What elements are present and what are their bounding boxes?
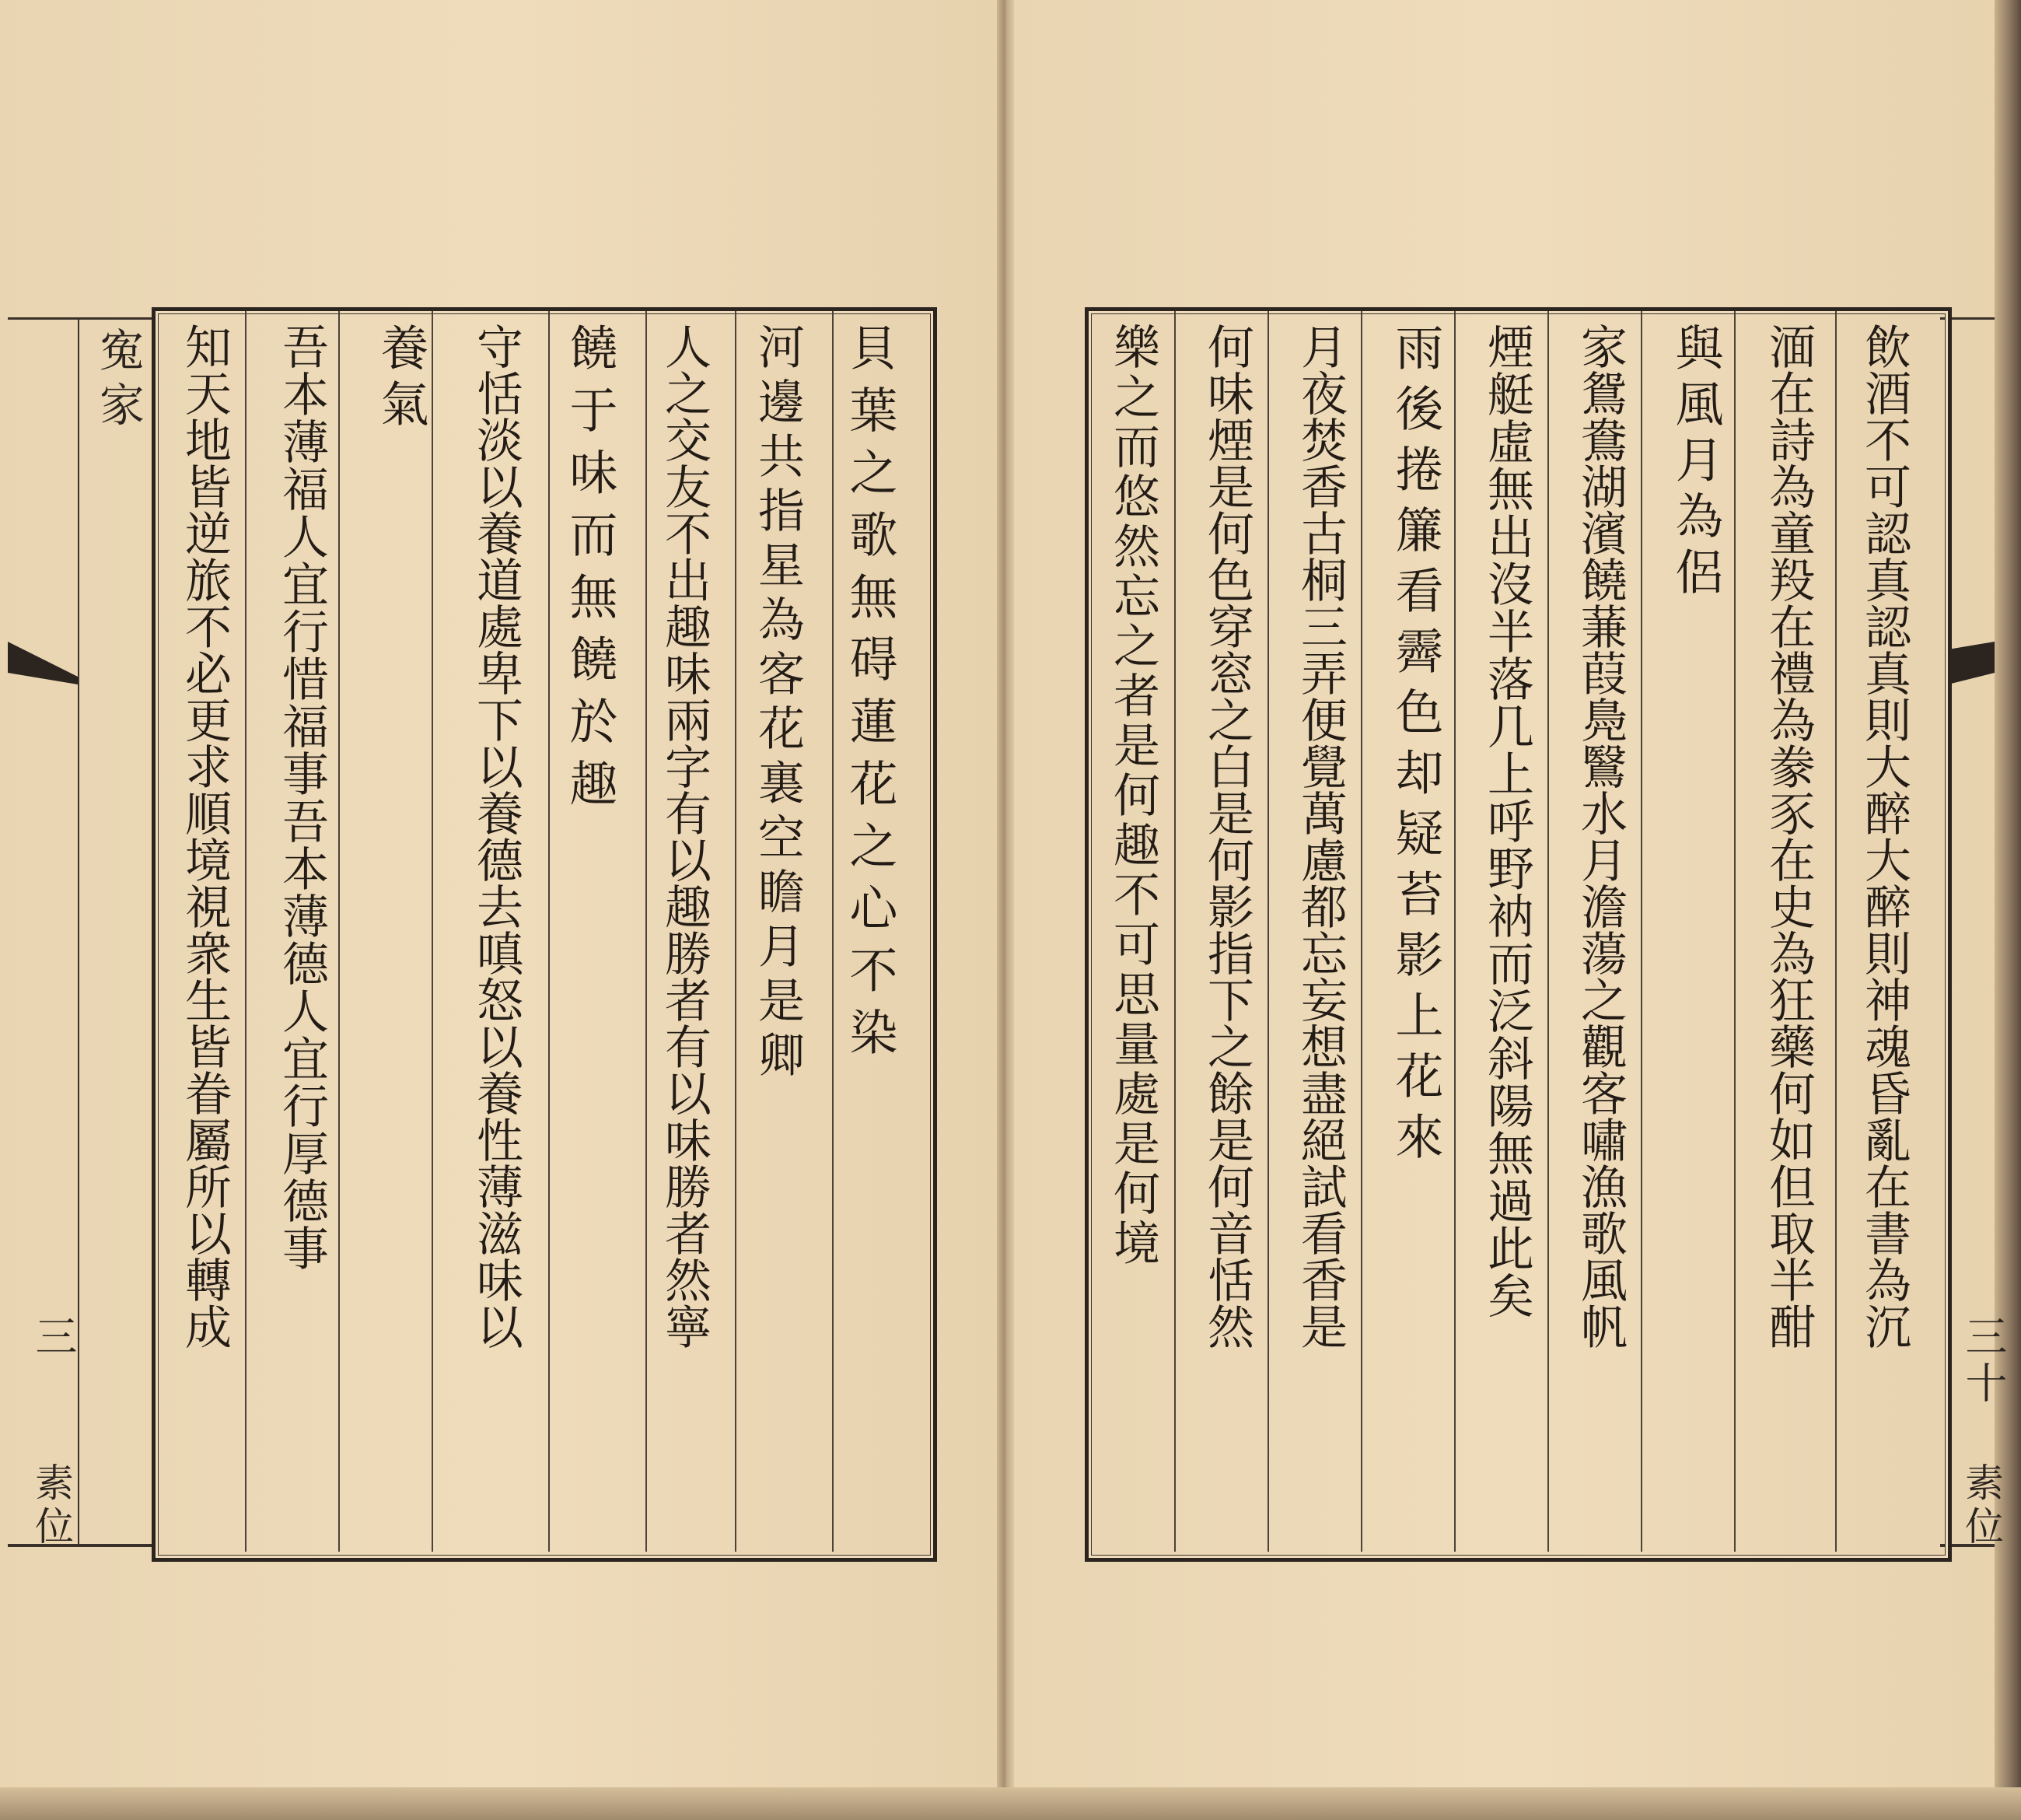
left-column-rule bbox=[645, 311, 647, 1552]
text-column: 樂之而悠然忘之者是何趣不可思量處是何境 bbox=[1106, 323, 1160, 1269]
text-column: 煙艇虛無出沒半落几上呼野衲而泛斜陽無過此矣 bbox=[1480, 323, 1534, 1319]
right-column-rule bbox=[1547, 311, 1549, 1552]
right-column-rule bbox=[1361, 311, 1362, 1552]
left-column-rule bbox=[245, 311, 247, 1552]
left-column-rule bbox=[338, 311, 340, 1552]
left-column-rule bbox=[548, 311, 550, 1552]
text-column: 知天地皆逆旅不必更求順境視衆生皆眷屬所以轉成 bbox=[177, 323, 232, 1349]
left-column-rule bbox=[432, 311, 433, 1552]
right-column-rule bbox=[1734, 311, 1736, 1552]
right-column-rule bbox=[1454, 311, 1456, 1552]
folio-label: 素位 bbox=[1959, 1462, 2004, 1549]
right-column-rule bbox=[1267, 311, 1269, 1552]
margin-title: 寃家 bbox=[92, 327, 145, 436]
left-margin-column-line bbox=[78, 319, 79, 1546]
folio-number: 三 bbox=[29, 1314, 78, 1361]
text-column: 吾本薄福人宜行惜福事吾本薄德人宜行厚德事 bbox=[274, 323, 329, 1272]
right-column-rule bbox=[1835, 311, 1837, 1552]
left-column-rule bbox=[832, 311, 834, 1552]
text-column: 守恬淡以養道處卑下以養德去嗔怒以養性薄滋味以 bbox=[469, 323, 523, 1349]
text-column: 貝葉之歌無碍蓮花之心不染 bbox=[841, 323, 898, 1069]
text-column: 人之交友不出趣味兩字有以趣勝者有以味勝者然寧 bbox=[657, 323, 712, 1349]
folio-number: 三十 bbox=[1959, 1314, 2008, 1408]
page-edge-bottom bbox=[0, 1787, 2021, 1820]
text-column: 飲酒不可認真認真則大醉大醉則神魂昏亂在書為沉 bbox=[1857, 323, 1911, 1349]
left-column-rule bbox=[735, 311, 736, 1552]
text-column: 養氣 bbox=[372, 323, 429, 435]
book-gutter bbox=[997, 0, 1014, 1820]
left-fishtail-mark-icon bbox=[8, 642, 78, 684]
right-fishtail-mark-icon bbox=[1948, 642, 2018, 684]
text-column: 湎在詩為童羖在禮為豢豕在史為狂藥何如但取半酣 bbox=[1761, 323, 1816, 1349]
left-margin-top-rule bbox=[8, 317, 156, 320]
folio-label: 素位 bbox=[29, 1462, 74, 1549]
text-column: 月夜焚香古桐三弄便覺萬慮都忘妄想盡絕試看香是 bbox=[1293, 323, 1348, 1349]
text-column: 雨後捲簾看霽色却疑苔影上花來 bbox=[1387, 323, 1444, 1172]
text-column: 家鴛鴦湖濱饒蒹葭鳧鷖水月澹蕩之觀客嘯漁歌風帆 bbox=[1573, 323, 1628, 1349]
right-column-rule bbox=[1641, 311, 1642, 1552]
text-column: 河邊共指星為客花裏空瞻月是卿 bbox=[750, 323, 805, 1085]
text-column: 何味煙是何色穿窓之白是何影指下之餘是何音恬然 bbox=[1200, 323, 1254, 1349]
text-column: 饒于味而無饒於趣 bbox=[561, 323, 618, 821]
right-column-rule bbox=[1174, 311, 1176, 1552]
left-text-frame bbox=[152, 307, 937, 1562]
text-column: 與風月為侶 bbox=[1667, 323, 1724, 603]
